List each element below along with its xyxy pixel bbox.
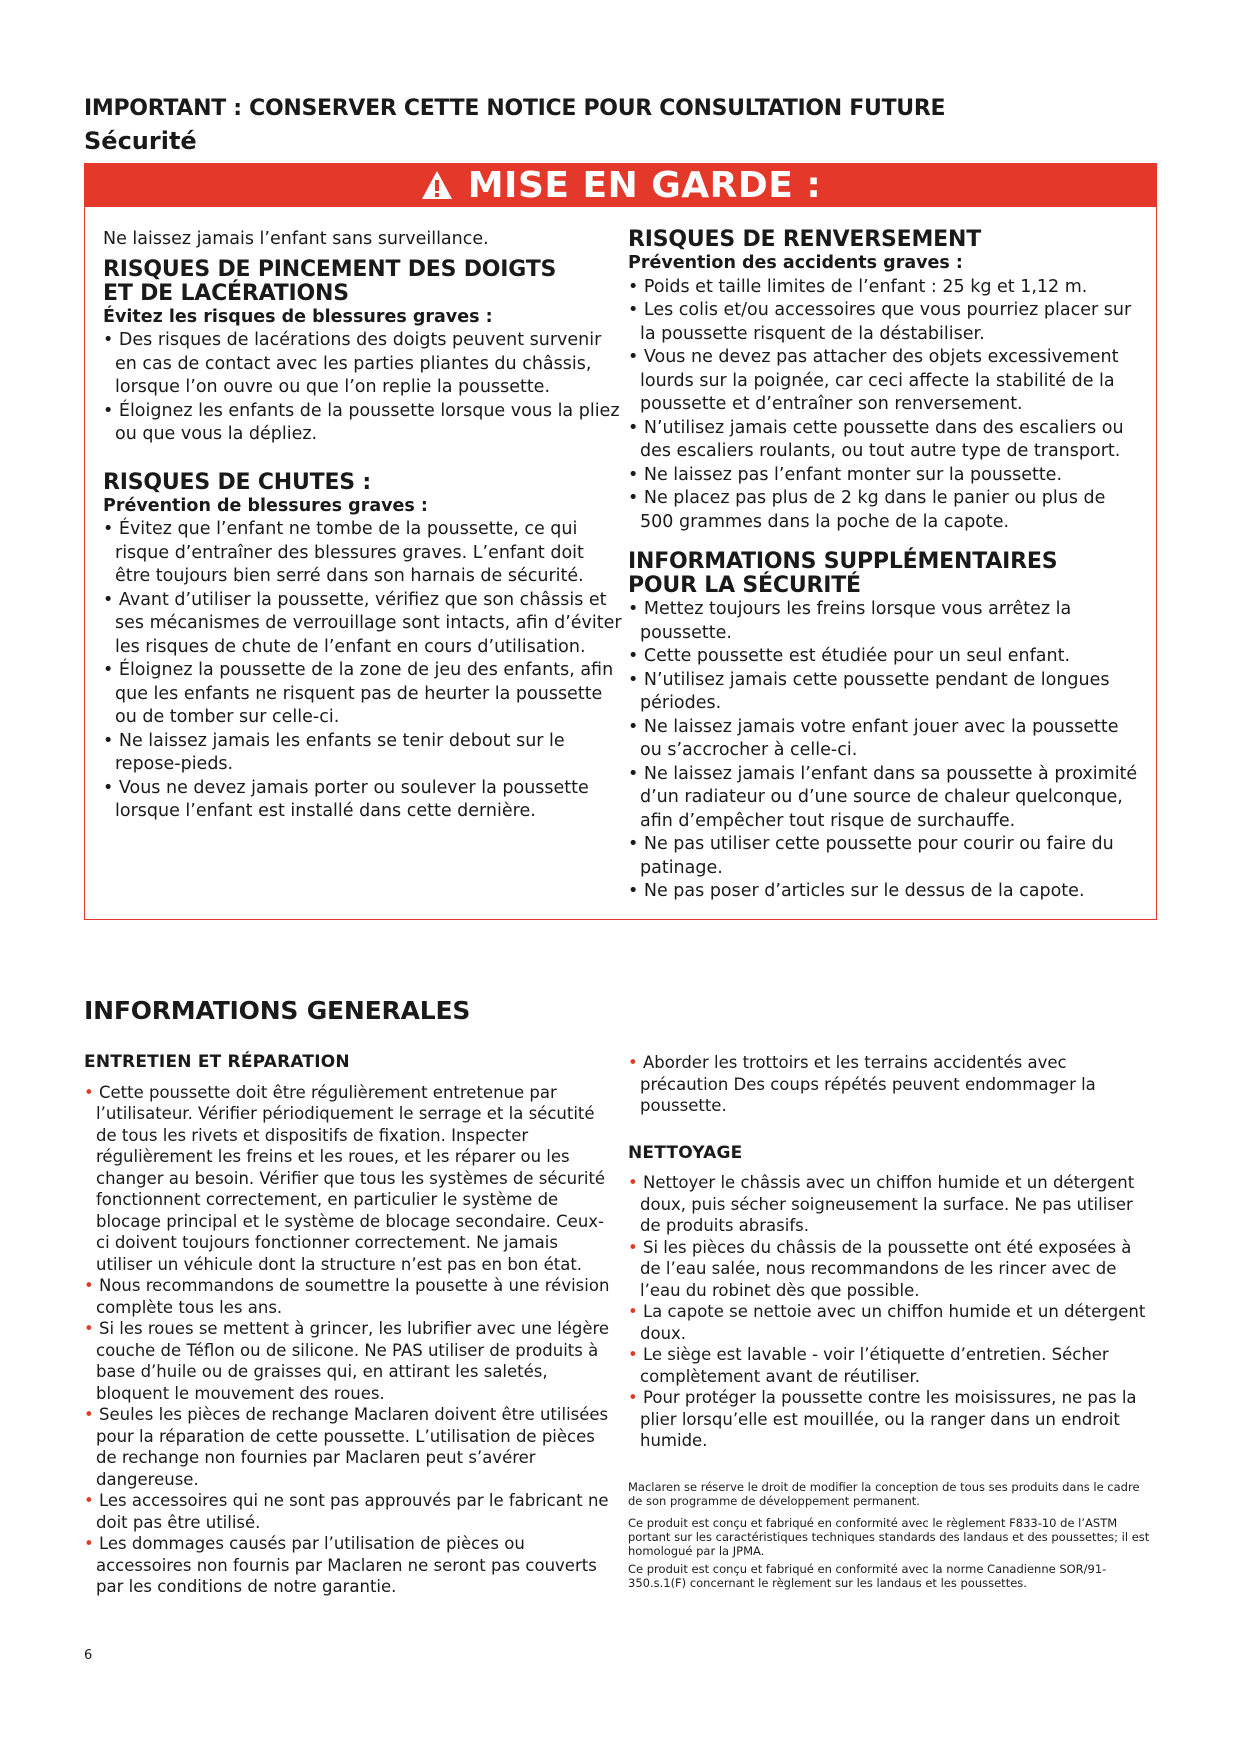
section-title: Sécurité: [84, 127, 197, 155]
cleaning-title: NETTOYAGE: [628, 1142, 743, 1163]
intro-text: Ne laissez jamais l’enfant sans surveillance.: [103, 229, 489, 249]
list-item: • La capote se nettoie avec un chiffon humide et un détergent doux.: [628, 1301, 1153, 1344]
list-item: • Cette poussette doit être régulièrement entretenue par l’utilisateur. Vérifier périodiquement le serrage et la sécutité de tous les rivets et dispositifs de fixation. Inspecter régulièrement les freins et les roues, et les réparer ou les changer au besoin. Vérifier que tous les systèmes de sécurité fonctionnent correctement, en particulier le système de blocage principal et le système de blocage secondaire. Ceux-ci doivent toujours fonctionner correctement. Ne jamais utiliser un véhicule dont la structure n’est pas en bon état.: [84, 1082, 614, 1276]
list-item: • Des risques de lacérations des doigts peuvent survenir en cas de contact avec les parties pliantes du châssis, lorsque l’on ouvre ou que l’on replie la poussette.: [103, 329, 623, 400]
list-item: • Vous ne devez pas attacher des objets excessivement lourds sur la poignée, car ceci affecte la stabilité de la poussette et d’entraîner son renversement.: [628, 346, 1143, 417]
general-info-title: INFORMATIONS GENERALES: [84, 996, 471, 1025]
tip-subtitle: Prévention des accidents graves :: [628, 253, 963, 273]
list-item: • N’utilisez jamais cette poussette pendant de longues périodes.: [628, 669, 1143, 716]
legal-note: Ce produit est conçu et fabriqué en conformité avec le règlement F833-10 de l’ASTM portant sur les caractéristiques techniques standards des landaus et des poussettes; il est homologué par la JPMA.: [628, 1515, 1150, 1558]
list-item: • Nous recommandons de soumettre la pousette à une révision complète tous les ans.: [84, 1275, 614, 1318]
warning-banner: [84, 163, 1157, 207]
list-item: • N’utilisez jamais cette poussette dans des escaliers ou des escaliers roulants, ou tout autre type de transport.: [628, 417, 1143, 464]
warning-right-column: [628, 228, 1143, 904]
warning-title: MISE EN GARDE :: [467, 164, 822, 206]
legal-note: Ce produit est conçu et fabriqué en conformité avec la norme Canadienne SOR/91-350.s.1(F) concernant le règlement sur les landaus et les poussettes.: [628, 1561, 1107, 1590]
list-item: • Seules les pièces de rechange Maclaren doivent être utilisées pour la réparation de cette poussette. L’utilisation de pièces de rechange non fournies par Maclaren peut s’avérer dangereuse.: [84, 1404, 614, 1490]
list-item: • Le siège est lavable - voir l’étiquette d’entretien. Sécher complètement avant de réutiliser.: [628, 1344, 1153, 1387]
list-item: • Évitez que l’enfant ne tombe de la poussette, ce qui risque d’entraîner des blessures graves. L’enfant doit être toujours bien serré dans son harnais de sécurité.: [103, 518, 623, 589]
list-item: • Si les roues se mettent à grincer, les lubrifier avec une légère couche de Téflon ou de silicone. Ne PAS utiliser de produits à base d’huile ou de graisses qui, en attirant les saletés, bloquent le mouvement des roues.: [84, 1318, 614, 1404]
pinch-title-line1: RISQUES DE PINCEMENT DES DOIGTS: [103, 256, 557, 282]
list-item: • Éloignez la poussette de la zone de jeu des enfants, afin que les enfants ne risquent pas de heurter la poussette ou de tomber sur celle-ci.: [103, 659, 623, 730]
falls-title: RISQUES DE CHUTES :: [103, 469, 371, 495]
extra-title-line1: INFORMATIONS SUPPLÉMENTAIRES: [628, 549, 1058, 574]
pinch-subtitle: Évitez les risques de blessures graves :: [103, 306, 493, 327]
warning-left-column: [103, 228, 623, 824]
legal-note: Maclaren se réserve le droit de modifier la conception de tous ses produits dans le cadre de son programme de développement permanent.: [628, 1479, 1140, 1508]
list-item: • Mettez toujours les freins lorsque vous arrêtez la poussette.: [628, 598, 1143, 645]
list-item: • Éloignez les enfants de la poussette lorsque vous la pliez ou que vous la dépliez.: [103, 400, 623, 447]
falls-subtitle: Prévention de blessures graves :: [103, 495, 428, 516]
list-item: • Ne pas poser d’articles sur le dessus de la capote.: [628, 880, 1143, 904]
pinch-title-line2: ET DE LACÉRATIONS: [103, 280, 349, 306]
list-item: • Les accessoires qui ne sont pas approuvés par le fabricant ne doit pas être utilisé.: [84, 1490, 614, 1533]
list-item: • Vous ne devez jamais porter ou soulever la poussette lorsque l’enfant est installé dans cette dernière.: [103, 777, 623, 824]
list-item: • Nettoyer le châssis avec un chiffon humide et un détergent doux, puis sécher soigneusement la surface. Ne pas utiliser de produits abrasifs.: [628, 1172, 1153, 1237]
list-item: • Poids et taille limites de l’enfant : 25 kg et 1,12 m.: [628, 276, 1143, 300]
maintenance-column: [84, 1052, 614, 1598]
list-item: • Pour protéger la poussette contre les moisissures, ne pas la plier lorsqu’elle est mouillée, ou la ranger dans un endroit humide.: [628, 1387, 1153, 1452]
list-item: • Si les pièces du châssis de la poussette ont été exposées à de l’eau salée, nous recommandons de les rincer avec de l’eau du robinet dès que possible.: [628, 1237, 1153, 1302]
warning-triangle-icon: [420, 169, 454, 201]
notice-heading: IMPORTANT : CONSERVER CETTE NOTICE POUR CONSULTATION FUTURE: [84, 96, 946, 121]
list-item: • Ne laissez pas l’enfant monter sur la poussette.: [628, 464, 1143, 488]
list-item: • Les dommages causés par l’utilisation de pièces ou accessoires non fournis par Maclaren ne seront pas couverts par les conditions de notre garantie.: [84, 1533, 614, 1598]
list-item: • Cette poussette est étudiée pour un seul enfant.: [628, 645, 1143, 669]
list-item: • Les colis et/ou accessoires que vous pourriez placer sur la poussette risquent de la déstabiliser.: [628, 299, 1143, 346]
extra-title-line2: POUR LA SÉCURITÉ: [628, 573, 861, 598]
list-item: • Ne pas utiliser cette poussette pour courir ou faire du patinage.: [628, 833, 1143, 880]
list-item: • Ne laissez jamais votre enfant jouer avec la poussette ou s’accrocher à celle-ci.: [628, 716, 1143, 763]
list-item: • Avant d’utiliser la poussette, vérifiez que son châssis et ses mécanismes de verrouillage sont intacts, afin d’éviter les risques de chute de l’enfant en cours d’utilisation.: [103, 589, 623, 660]
tip-title: RISQUES DE RENVERSEMENT: [628, 227, 982, 252]
list-item: • Ne laissez jamais l’enfant dans sa poussette à proximité d’un radiateur ou d’une source de chaleur quelconque, afin d’empêcher tout risque de surchauffe.: [628, 763, 1143, 834]
maintenance-title: ENTRETIEN ET RÉPARATION: [84, 1052, 350, 1072]
list-item: • Ne laissez jamais les enfants se tenir debout sur le repose-pieds.: [103, 730, 623, 777]
list-item: • Aborder les trottoirs et les terrains accidentés avec précaution Des coups répétés peuvent endommager la poussette.: [628, 1052, 1153, 1117]
list-item: • Ne placez pas plus de 2 kg dans le panier ou plus de 500 grammes dans la poche de la capote.: [628, 487, 1143, 534]
page-number: 6: [84, 1648, 93, 1663]
legal-notes: [628, 1480, 1153, 1590]
cleaning-column: [628, 1052, 1153, 1590]
